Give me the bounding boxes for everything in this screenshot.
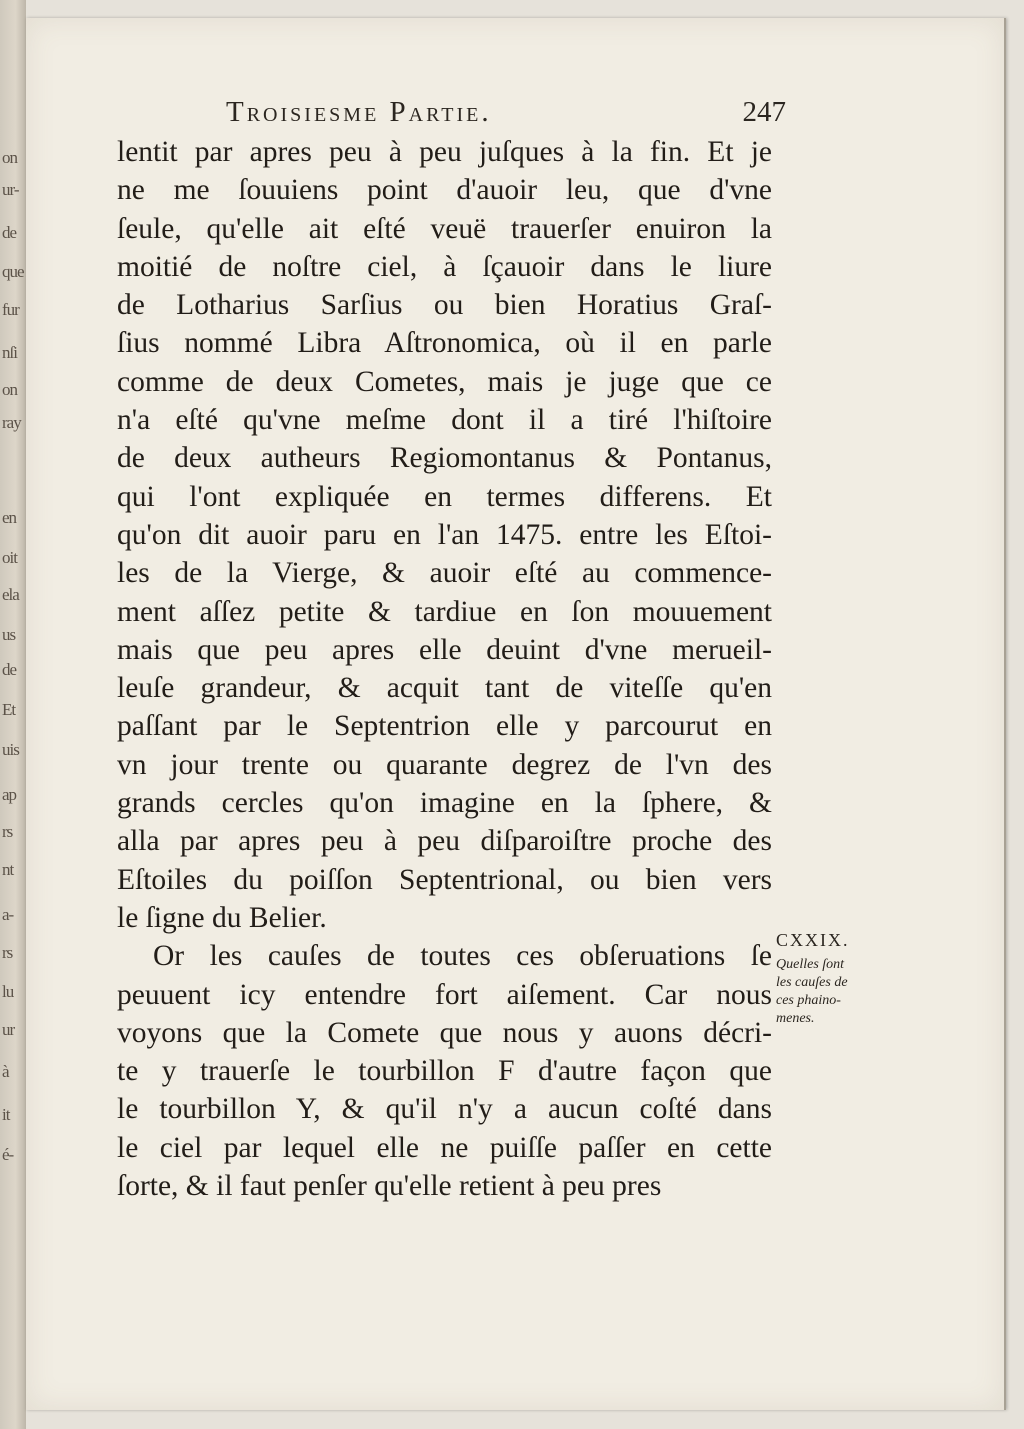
- previous-page-fragment: ur: [2, 1020, 15, 1039]
- previous-page-fragment: ray: [2, 413, 21, 432]
- margin-note: [776, 930, 886, 1028]
- page-number: 247: [742, 96, 786, 128]
- previous-page-fragment: Et: [2, 700, 16, 719]
- margin-note-line: Quelles ſont: [776, 957, 845, 972]
- text-line: ſius nommé Libra Aſtronomica, où il en parle: [117, 327, 772, 360]
- previous-page-fragment: lu: [2, 982, 14, 1001]
- previous-page-fragment: uis: [2, 740, 19, 759]
- text-line: ne me ſouuiens point d'auoir leu, que d'vne: [117, 174, 772, 207]
- previous-page-fragment: de: [2, 223, 17, 242]
- text-line: ſorte, & il faut penſer qu'elle retient à peu pres: [117, 1170, 662, 1203]
- previous-page-fragment: que: [2, 262, 24, 281]
- text-line: le ciel par lequel elle ne puiſſe paſſer en cette: [117, 1131, 772, 1164]
- text-line: de deux autheurs Regiomontanus & Pontanus,: [117, 442, 772, 475]
- previous-page-fragment: on: [2, 380, 17, 399]
- margin-note-line: ces phaino-: [776, 993, 841, 1008]
- text-line: qui l'ont expliquée en termes differens. Et: [117, 480, 772, 513]
- previous-page-fragment: nt: [2, 860, 14, 879]
- body-text: [117, 133, 772, 1205]
- text-line: alla par apres peu à peu diſparoiſtre proche des: [117, 825, 772, 858]
- margin-note-line: les cauſes de: [776, 975, 848, 990]
- previous-page-fragment: nſi: [2, 343, 17, 362]
- text-line: ſeule, qu'elle ait eſté veuë trauerſer enuiron la: [117, 212, 772, 245]
- text-line: les de la Vierge, & auoir eſté au commence-: [117, 557, 772, 590]
- page-header: [226, 96, 786, 136]
- previous-page-fragment: ela: [2, 585, 19, 604]
- previous-page-fragment: oit: [2, 548, 17, 567]
- text-line: peuuent icy entendre fort aiſement. Car nous: [117, 978, 772, 1011]
- text-line: lentit par apres peu à peu juſques à la fin. Et je: [117, 136, 772, 168]
- previous-page-fragment: ap: [2, 785, 17, 804]
- text-line: te y trauerſe le tourbillon F d'autre façon que: [117, 1055, 772, 1088]
- running-title: Troisiesme Partie.: [226, 96, 492, 128]
- previous-page-fragment: ur-: [2, 180, 19, 199]
- text-line: le tourbillon Y, & qu'il n'y a aucun coſté dans: [117, 1093, 772, 1126]
- previous-page-fragment: a-: [2, 905, 14, 924]
- text-line: n'a eſté qu'vne meſme dont il a tiré l'hiſtoire: [117, 404, 772, 437]
- text-line: le ſigne du Belier.: [117, 901, 327, 934]
- margin-note-number: CXXIX.: [776, 930, 850, 950]
- margin-note-line: menes.: [776, 1011, 815, 1026]
- text-line: de Lotharius Sarſius ou bien Horatius Graſ-: [117, 289, 772, 322]
- previous-page-fragment: à: [2, 1062, 9, 1081]
- previous-page-fragment: us: [2, 625, 16, 644]
- previous-page-fragment: de: [2, 660, 17, 679]
- text-line: mais que peu apres elle deuint d'vne merueil-: [117, 633, 772, 666]
- previous-page-fragment: rs: [2, 822, 13, 841]
- text-line: moitié de noſtre ciel, à ſçauoir dans le liure: [117, 250, 772, 283]
- previous-page-fragment: rs: [2, 943, 13, 962]
- text-line: vn jour trente ou quarante degrez de l'vn des: [117, 748, 772, 781]
- text-line: comme de deux Cometes, mais je juge que ce: [117, 365, 772, 398]
- previous-page-fragment: it: [2, 1105, 10, 1124]
- previous-page-fragment: fur: [2, 300, 19, 319]
- previous-page-fragment: é-: [2, 1145, 14, 1164]
- text-line: paſſant par le Septentrion elle y parcourut en: [117, 710, 772, 743]
- previous-page-fragment: on: [2, 148, 17, 167]
- text-line: Or les cauſes de toutes ces obſeruations ſe: [153, 940, 772, 973]
- previous-page-fragment: en: [2, 508, 17, 527]
- text-line: Eſtoiles du poiſſon Septentrional, ou bien vers: [117, 863, 772, 896]
- text-line: leuſe grandeur, & acquit tant de viteſſe qu'en: [117, 672, 772, 705]
- text-line: voyons que la Comete que nous y auons décri-: [117, 1016, 772, 1049]
- text-line: qu'on dit auoir paru en l'an 1475. entre les Eſtoi-: [117, 518, 772, 551]
- text-line: ment aſſez petite & tardiue en ſon mouuement: [117, 595, 772, 628]
- previous-page-edge: [0, 0, 26, 1429]
- text-line: grands cercles qu'on imagine en la ſphere, &: [117, 787, 772, 820]
- margin-note-text: [776, 956, 886, 1028]
